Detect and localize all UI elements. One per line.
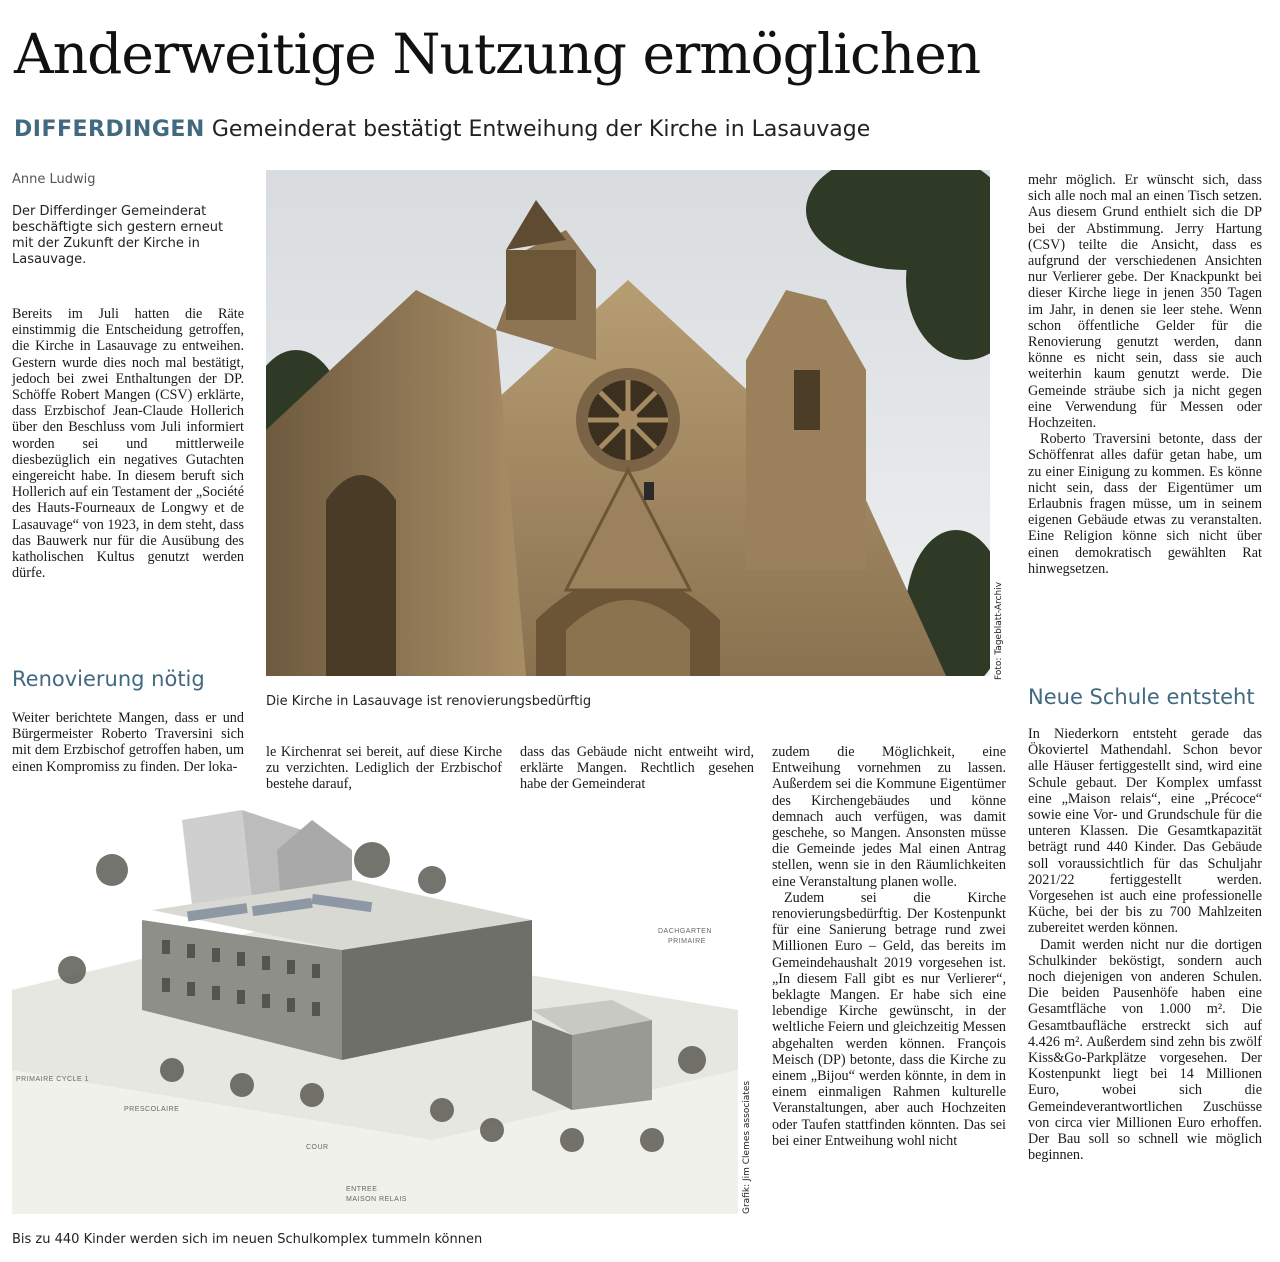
column-1-continued [12, 710, 244, 775]
paragraph: Damit werden nicht nur die dortigen Schulkinder beköstigt, sondern auch noch diejenigen von anderen Schulen. Die beiden Pausenhöfe haben eine Gesamtfläche von 1.000 m². Die Gesamtbaufläche erstreckt sich auf 4.426 m². Außerdem sind zehn bis zwölf Kiss&Go-Parkplätze vorgesehen. Der Kostenpunkt liegt bei 14 Millionen Euro, wobei sich die Gemeindeverantwortlichen Zuschüsse von circa vier Millionen Euro erhoffen. Der Bau soll so schnell wie möglich beginnen. [1028, 936, 1262, 1164]
paragraph: zudem die Möglichkeit, eine Entweihung vornehmen zu lassen. Außerdem sei die Kommune Eigentümer des Kirchengebäudes und könne demnach auch verfügen, was damit geschehe, so Mangen. Ansonsten müsse die Gemeinde jedes Mal einen Antrag stellen, wenn sie in den Räumlichkeiten eine Veranstaltung planen wolle. [772, 744, 1006, 890]
church-photo [266, 170, 990, 676]
photo-caption: Die Kirche in Lasauvage ist renovierungsbedürftig [266, 694, 592, 709]
column-5-text [1028, 172, 1262, 577]
paragraph: Weiter berichtete Mangen, dass er und Bürgermeister Roberto Traversini sich mit dem Erzbischof getroffen haben, um einen Kompromiss zu finden. Der loka- [12, 710, 244, 775]
subheadline-row [14, 114, 870, 146]
photo-credit: Foto: Tageblatt-Archiv [994, 581, 1004, 680]
subhead-renovierung: Renovierung nötig [12, 667, 205, 691]
headline: Anderweitige Nutzung ermöglichen [14, 22, 981, 86]
paragraph: Zudem sei die Kirche renovierungsbedürftig. Der Kostenpunkt für eine Sanierung betrage rund zwei Millionen Euro – Geld, das bereits im Gemeindehaushalt 2019 vorgesehen ist. „In diesem Fall gibt es nur Verlierer“, beklagte Mangen. Er habe sich eine lebendige Kirche gewünscht, in der weltliche Feiern und gleichzeitig Messen abgehalten werden können. François Meisch (DP) betonte, dass die Kirche zu einem „Bijou“ werden könnte, in dem in einem einmaligen Rahmen kulturelle Veranstaltungen, aber auch Hochzeiten oder Taufen stattfinden könnten. Das sei bei einer Entweihung wohl nicht [772, 889, 1006, 1149]
kicker: DIFFERDINGEN [14, 117, 205, 142]
paragraph: mehr möglich. Er wünscht sich, dass sich alle noch mal an einen Tisch setzen. Aus diesem Grund enthielt sich die DP bei der Abstimmung. Jerry Hartung (CSV) teilte die Ansicht, dass es aufgrund der verschiedenen Ansichten nur Verlierer gebe. Der Knackpunkt bei dieser Kirche liege in jenen 350 Tagen im Jahr, in denen sie leer stehe. Wenn schon öffentliche Gelder für die Renovierung genutzt werden, dann könne es nicht sein, dass sie auch weiterhin kaum genutzt werde. Die Gemeinde sträube sich ja nicht gegen eine Verwendung für Messen oder Hochzeiten. [1028, 172, 1262, 432]
graphic-caption: Bis zu 440 Kinder werden sich im neuen Schulkomplex tummeln können [12, 1232, 483, 1247]
author-byline: Anne Ludwig [12, 172, 96, 187]
paragraph: Bereits im Juli hatten die Räte einstimmig die Entscheidung getroffen, die Kirche in Lasauvage zu entweihen. Gestern wurde dies noch mal bestätigt, jedoch bei zwei Enthaltungen der DP. Schöffe Robert Mangen (CSV) erklärte, dass Erzbischof Jean-Claude Hollerich über den Beschluss vom Juli informiert worden sei und mittlerweile diesbezüglich ein negatives Gutachten eingereicht habe. In diesem beruft sich Hollerich auf ein Testament der „Société des Hauts-Fourneaux de Longwy et de Lasauvage“ von 1923, in dem steht, dass das Bauwerk nur für die Ausübung des katholischen Kultus genutzt werden dürfe. [12, 306, 244, 582]
graphic-credit: Grafik: Jim Clemes associates [742, 1080, 752, 1214]
label-cour: COUR [306, 1144, 329, 1151]
lead-paragraph: Der Differdinger Gemeinderat beschäftigte sich gestern erneut mit der Zukunft der Kirche in Lasauvage. [12, 204, 224, 267]
label-primaire-cycle: PRIMAIRE CYCLE 1 [16, 1076, 89, 1083]
school-rendering [12, 810, 738, 1214]
paragraph: le Kirchenrat sei bereit, auf diese Kirche zu verzichten. Lediglich der Erzbischof bestehe darauf, [266, 744, 502, 793]
column-2-text [266, 744, 502, 793]
label-dachgarten: DACHGARTEN [658, 928, 712, 935]
label-entree: ENTREE [346, 1186, 378, 1193]
column-1-text [12, 306, 244, 581]
label-prescolaire: PRESCOLAIRE [124, 1106, 180, 1113]
paragraph: Roberto Traversini betonte, dass der Schöffenrat alles dafür getan habe, um zu einer Einigung zu kommen. Es könne nicht sein, dass der Eigentümer um Erlaubnis fragen müsse, um in seinem eigenen Gebäude etwas zu veranstalten. Eine Religion könne sich nicht über einen demokratisch gewählten Rat hinwegsetzen. [1028, 431, 1262, 577]
paragraph: In Niederkorn entsteht gerade das Ökoviertel Mathendahl. Schon bevor alle Häuser fertiggestellt sind, wird eine Schule gebaut. Der Komplex umfasst eine „Maison relais“, eine „Précoce“ sowie eine Vor- und Grundschule für die unteren Klassen. Die Gesamtkapazität beträgt rund 440 Kinder. Das Gebäude soll voraussichtlich für das Schuljahr 2021/22 fertiggestellt werden. Vorgesehen ist auch eine professionelle Küche, bei der bis zu 700 Mahlzeiten zubereitet werden können. [1028, 726, 1262, 937]
label-maison-relais: MAISON RELAIS [346, 1196, 407, 1203]
label-primaire: PRIMAIRE [668, 938, 706, 945]
column-4-text [772, 744, 1006, 1149]
school-graphic [12, 810, 738, 1214]
column-5-continued [1028, 726, 1262, 1163]
column-3-text [520, 744, 754, 793]
paragraph: dass das Gebäude nicht entweiht wird, erklärte Mangen. Rechtlich gesehen habe der Gemeinderat [520, 744, 754, 793]
subhead-schule: Neue Schule entsteht [1028, 685, 1255, 709]
church-illustration [266, 170, 990, 676]
subheadline: Gemeinderat bestätigt Entweihung der Kirche in Lasauvage [211, 117, 871, 142]
